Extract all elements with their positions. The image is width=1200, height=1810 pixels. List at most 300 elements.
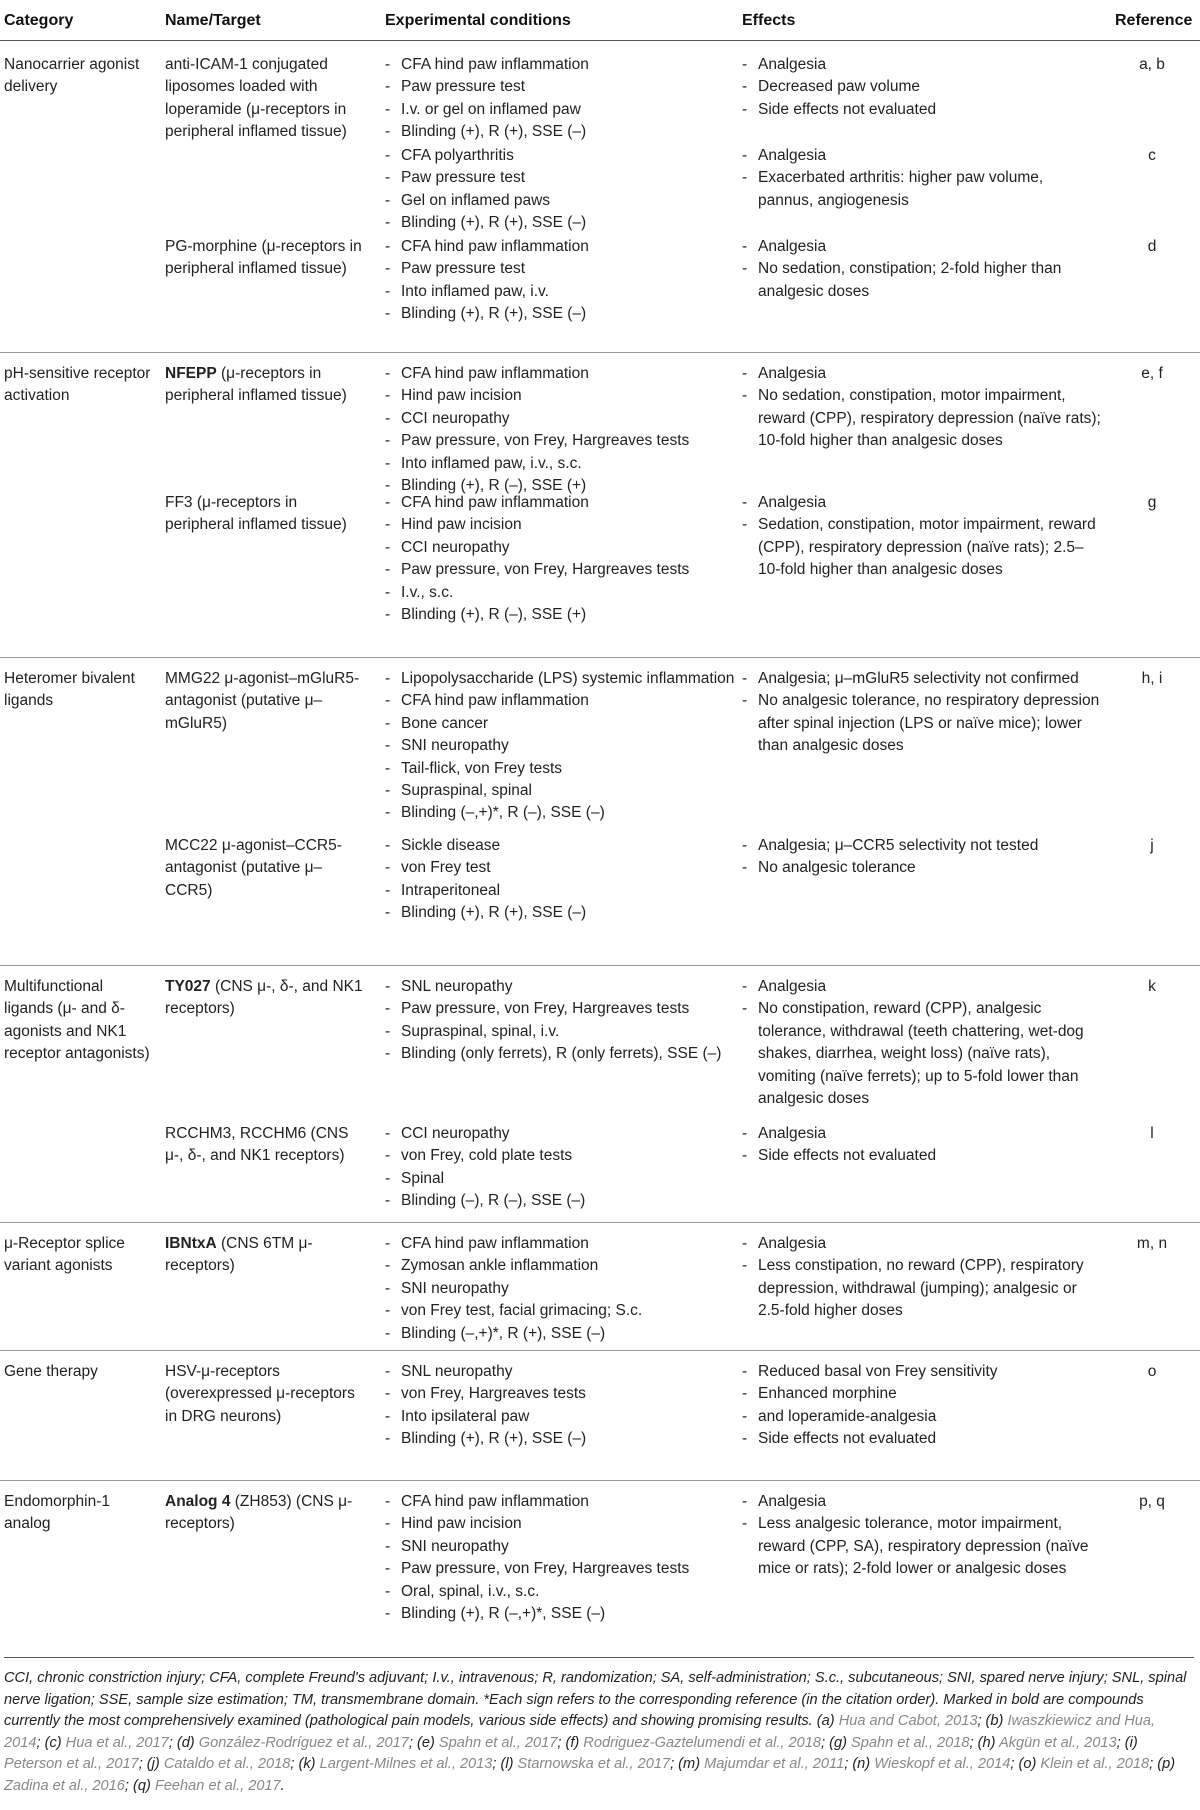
compound-name-bold: TY027 <box>165 978 211 995</box>
effect-item <box>742 76 1102 98</box>
bullet-dash: - <box>385 409 391 427</box>
condition-item <box>385 713 735 735</box>
effect-item <box>742 1255 1102 1322</box>
effects-cell <box>742 54 1102 121</box>
footnote-citation: Wieskopf et al., 2014 <box>874 1756 1011 1772</box>
condition-text: Hind paw incision <box>401 1515 522 1533</box>
condition-text: Blinding (only ferrets), R (only ferrets), SSE (–) <box>401 1045 722 1063</box>
footnote-ref-key: (d) <box>172 1734 199 1751</box>
condition-text: CFA hind paw inflammation <box>401 56 589 73</box>
effects-cell <box>742 492 1102 582</box>
condition-item <box>385 690 735 712</box>
condition-text: Blinding (+), R (–), SSE (+) <box>401 477 587 495</box>
condition-item <box>385 514 735 536</box>
name-target-text: (CNS 6TM μ-receptors) <box>165 1235 313 1275</box>
footnote-citation: Starnowska et al., 2017 <box>517 1756 671 1772</box>
header-effects: Effects <box>742 12 796 29</box>
footnote-citation: Spahn et al., 2017 <box>438 1734 558 1751</box>
bullet-dash: - <box>742 260 748 278</box>
bullet-dash: - <box>385 759 391 777</box>
bullet-dash: - <box>385 1147 391 1165</box>
table-header <box>0 0 1200 41</box>
name-target-cell <box>165 492 365 537</box>
condition-text: Blinding (+), R (–,+)*, SSE (–) <box>401 1605 606 1623</box>
condition-item <box>385 1323 735 1345</box>
condition-text: I.v., s.c. <box>401 583 454 601</box>
bullet-dash: - <box>385 56 391 73</box>
condition-text: Blinding (+), R (+), SSE (–) <box>401 214 587 232</box>
bullet-dash: - <box>385 432 391 450</box>
footnote-punct: ; <box>977 1713 982 1729</box>
condition-text: SNL neuropathy <box>401 1363 513 1380</box>
reference-cell: o <box>1147 1363 1157 1380</box>
bullet-dash: - <box>385 670 391 687</box>
bullet-dash: - <box>385 169 391 187</box>
category-cell: Endomorphin-1 analog <box>4 1493 110 1533</box>
reference-cell: h, i <box>1141 670 1163 687</box>
bullet-dash: - <box>385 494 391 511</box>
bullet-dash: - <box>385 305 391 323</box>
effect-item <box>742 1406 1102 1428</box>
footnote-citation: González-Rodríguez et al., 2017 <box>198 1734 409 1751</box>
condition-item <box>385 1233 735 1255</box>
footnote-citation: Feehan et al., 2017 <box>154 1777 281 1794</box>
effect-item <box>742 1145 1102 1167</box>
effect-text: Analgesia <box>758 494 827 511</box>
effect-text: Side effects not evaluated <box>758 1430 937 1448</box>
condition-text: Paw pressure test <box>401 169 526 187</box>
condition-item <box>385 780 735 802</box>
condition-item <box>385 880 735 902</box>
effects-cell <box>742 145 1102 212</box>
footnote-citation: Largent-Milnes et al., 2013 <box>319 1756 493 1772</box>
condition-item <box>385 735 735 757</box>
footnote-ref-key: (p) <box>1153 1756 1176 1772</box>
effect-text: No analgesic tolerance, no respiratory depression after spinal injection (LPS or naïve mice); lower than analgesic doses <box>758 692 1100 755</box>
footnote-punct: ; <box>168 1734 173 1751</box>
bullet-dash: - <box>385 238 391 255</box>
footnote-citation: Iwaszkiewicz and Hua, 2014 <box>4 1713 1156 1751</box>
conditions-cell <box>385 976 735 1066</box>
condition-text: Spinal <box>401 1169 445 1187</box>
footnote-punct: ; <box>557 1734 562 1751</box>
conditions-cell <box>385 835 735 925</box>
compound-name-bold: IBNtxA <box>165 1235 217 1252</box>
condition-item <box>385 857 735 879</box>
bullet-dash: - <box>742 1235 748 1252</box>
condition-item <box>385 281 735 303</box>
header-name-target: Name/Target <box>165 12 261 29</box>
condition-text: Blinding (–,+)*, R (–), SSE (–) <box>401 804 605 822</box>
effect-text: Analgesia <box>758 978 827 995</box>
condition-text: Into ipsilateral paw <box>401 1407 530 1425</box>
effect-item <box>742 835 1102 857</box>
effect-item <box>742 1123 1102 1145</box>
category-cell: Gene therapy <box>4 1363 98 1380</box>
footnote-punct: ; <box>969 1734 974 1751</box>
effects-cell <box>742 363 1102 453</box>
footnote-citation: Peterson et al., 2017 <box>4 1756 139 1772</box>
condition-text: Into inflamed paw, i.v. <box>401 282 549 300</box>
effect-text: Less constipation, no reward (CPP), respiratory depression, withdrawal (jumping); analgesic or 2.5-fold higher doses <box>758 1257 1084 1320</box>
reference-cell: j <box>1150 837 1154 854</box>
effect-text: Side effects not evaluated <box>758 100 937 118</box>
bullet-dash: - <box>385 978 391 995</box>
footnote-citation: Zadina et al., 2016 <box>4 1777 125 1794</box>
effects-cell <box>742 1233 1102 1323</box>
conditions-cell <box>385 145 735 235</box>
footnote-ref-key: (i) <box>1120 1734 1138 1751</box>
conditions-cell <box>385 1233 735 1345</box>
condition-text: SNL neuropathy <box>401 978 513 995</box>
footnote-punct: ; <box>290 1756 295 1772</box>
category-cell: μ-Receptor splice variant agonists <box>4 1235 125 1275</box>
bullet-dash: - <box>385 78 391 96</box>
effect-text: Less analgesic tolerance, motor impairment, reward (CPP, SA), respiratory depression (naïve mice or rats); 2-fold lower or analgesic doses <box>758 1515 1089 1578</box>
condition-item <box>385 1361 735 1383</box>
effect-item <box>742 1233 1102 1255</box>
bullet-dash: - <box>742 1125 748 1142</box>
bullet-dash: - <box>742 692 748 710</box>
table-row <box>0 352 1200 658</box>
condition-item <box>385 1168 735 1190</box>
condition-item <box>385 1428 735 1450</box>
condition-item <box>385 1300 735 1322</box>
effect-item <box>742 514 1102 581</box>
condition-item <box>385 167 735 189</box>
bullet-dash: - <box>385 837 391 854</box>
conditions-cell <box>385 1361 735 1451</box>
bullet-dash: - <box>385 1022 391 1040</box>
footnote-ref-key: (b) <box>981 1713 1008 1729</box>
footnote-punct: ; <box>670 1756 675 1772</box>
effects-cell <box>742 976 1102 1110</box>
condition-text: CFA hind paw inflammation <box>401 1235 589 1252</box>
bullet-dash: - <box>385 214 391 232</box>
condition-item <box>385 1558 735 1580</box>
effect-text: Analgesia <box>758 1235 827 1252</box>
bullet-dash: - <box>385 737 391 755</box>
header-reference: Reference <box>1115 12 1193 29</box>
effects-cell <box>742 236 1102 303</box>
condition-text: CFA hind paw inflammation <box>401 1493 589 1510</box>
effects-cell <box>742 668 1102 758</box>
condition-item <box>385 1145 735 1167</box>
condition-item <box>385 1603 735 1625</box>
condition-text: Paw pressure, von Frey, Hargreaves tests <box>401 561 690 579</box>
bullet-dash: - <box>385 904 391 922</box>
bullet-dash: - <box>385 1582 391 1600</box>
reference-cell: l <box>1150 1125 1154 1142</box>
condition-item <box>385 303 735 325</box>
name-target-cell <box>165 1233 365 1278</box>
conditions-cell <box>385 236 735 326</box>
effect-text: Sedation, constipation, motor impairment, reward (CPP), respiratory depression (naïve rats); 2.5–10-fold higher than analgesic doses <box>758 516 1096 579</box>
bullet-dash: - <box>742 56 748 73</box>
condition-text: CCI neuropathy <box>401 409 510 427</box>
name-target-text: (μ-receptors in peripheral inflamed tissue) <box>165 365 347 405</box>
footnote-punct: ; <box>124 1777 129 1794</box>
condition-text: SNI neuropathy <box>401 1537 509 1555</box>
effect-text: Analgesia <box>758 147 827 164</box>
name-target-cell <box>165 363 365 408</box>
condition-text: CFA hind paw inflammation <box>401 238 589 255</box>
footnote-punct: ; <box>1116 1734 1121 1751</box>
condition-item <box>385 190 735 212</box>
effect-text: No constipation, reward (CPP), analgesic tolerance, withdrawal (teeth chattering, wet-dog shakes, diarrhea, weight loss) (naïve rats), vomiting (naïve ferrets); up to 5-fold lower than analgesic doses <box>758 1000 1084 1108</box>
footnote-punct: ; <box>408 1734 413 1751</box>
reference-cell: k <box>1148 978 1156 995</box>
bullet-dash: - <box>742 147 748 164</box>
condition-item <box>385 363 735 385</box>
effect-text: Decreased paw volume <box>758 78 920 96</box>
bullet-dash: - <box>742 1147 748 1165</box>
bullet-dash: - <box>742 365 748 382</box>
effect-text: Analgesia <box>758 365 827 382</box>
name-target-cell <box>165 1491 365 1536</box>
footnote-punct: ; <box>1010 1756 1015 1772</box>
footnote-ref-key: (a) <box>816 1713 839 1729</box>
condition-item <box>385 802 735 824</box>
bullet-dash: - <box>385 714 391 732</box>
bullet-dash: - <box>385 782 391 800</box>
reference-cell: a, b <box>1139 56 1165 73</box>
bullet-dash: - <box>385 454 391 472</box>
table-row <box>0 54 1200 362</box>
reference-cell: c <box>1148 147 1156 164</box>
condition-text: Zymosan ankle inflammation <box>401 1257 599 1275</box>
condition-text: Sickle disease <box>401 837 501 854</box>
header-category: Category <box>4 12 74 29</box>
reference-cell: p, q <box>1139 1493 1165 1510</box>
conditions-cell <box>385 54 735 144</box>
effect-text: Exacerbated arthritis: higher paw volume, pannus, angiogenesis <box>758 169 1044 209</box>
effect-item <box>742 145 1102 167</box>
condition-text: von Frey test <box>401 859 491 877</box>
bullet-dash: - <box>385 859 391 877</box>
footnote-citation: Cataldo et al., 2018 <box>163 1756 291 1772</box>
bullet-dash: - <box>385 191 391 209</box>
effect-item <box>742 1383 1102 1405</box>
bullet-dash: - <box>385 692 391 710</box>
effect-text: No sedation, constipation; 2-fold higher than analgesic doses <box>758 260 1062 300</box>
condition-text: I.v. or gel on inflamed paw <box>401 100 581 118</box>
table-row <box>0 1480 1200 1641</box>
name-target-text: (CNS μ-, δ-, and NK1 receptors) <box>165 978 363 1018</box>
effect-text: No analgesic tolerance <box>758 859 916 877</box>
category-cell: Multifunctional ligands (μ- and δ-agonists and NK1 receptor antagonists) <box>4 978 150 1063</box>
bullet-dash: - <box>385 365 391 382</box>
footnote-citation: Hua et al., 2017 <box>65 1734 169 1751</box>
category-cell: Heteromer bivalent ligands <box>4 670 135 710</box>
bullet-dash: - <box>385 387 391 405</box>
effect-item <box>742 54 1102 76</box>
condition-item <box>385 236 735 258</box>
condition-item <box>385 145 735 167</box>
effects-cell <box>742 1361 1102 1451</box>
condition-item <box>385 1536 735 1558</box>
bullet-dash: - <box>742 169 748 187</box>
condition-item <box>385 408 735 430</box>
effect-item <box>742 668 1102 690</box>
condition-text: Supraspinal, spinal, i.v. <box>401 1022 560 1040</box>
footnote-text: CCI, chronic constriction injury; CFA, complete Freund's adjuvant; I.v., intravenous; R, randomization; SA, self-administration; S.c., subcutaneous; SNI, spared nerve injury; SNL, spinal nerve ligation; SSE, sample size estimation; TM, transmembrane domain. *Each sign refers to the corresponding reference (in the citation order). Marked in bold are compounds currently the most comprehensively examined (pathological pain models, various side effects) and showing promising results. <box>4 1670 1187 1729</box>
bullet-dash: - <box>385 477 391 495</box>
footnote-ref-key: (o) <box>1014 1756 1041 1772</box>
condition-item <box>385 1278 735 1300</box>
bullet-dash: - <box>742 1407 748 1425</box>
footnote-ref-key: (j) <box>142 1756 164 1772</box>
condition-text: CCI neuropathy <box>401 538 510 556</box>
bullet-dash: - <box>742 1493 748 1510</box>
bullet-dash: - <box>385 538 391 556</box>
effect-item <box>742 1491 1102 1513</box>
effect-item <box>742 1513 1102 1580</box>
bullet-dash: - <box>385 1302 391 1320</box>
bullet-dash: - <box>385 1235 391 1252</box>
bullet-dash: - <box>385 561 391 579</box>
footnote-citation: Klein et al., 2018 <box>1040 1756 1150 1772</box>
condition-item <box>385 998 735 1020</box>
name-target-cell <box>165 1123 365 1168</box>
condition-item <box>385 604 735 626</box>
effect-item <box>742 976 1102 998</box>
bullet-dash: - <box>385 260 391 278</box>
bullet-dash: - <box>385 100 391 118</box>
effects-cell <box>742 835 1102 880</box>
condition-text: CCI neuropathy <box>401 1125 510 1142</box>
effect-text: and loperamide-analgesia <box>758 1407 937 1425</box>
footnote-ref-key: (h) <box>973 1734 999 1751</box>
condition-item <box>385 1491 735 1513</box>
condition-text: Blinding (+), R (+), SSE (–) <box>401 904 587 922</box>
condition-item <box>385 1043 735 1065</box>
effect-item <box>742 363 1102 385</box>
condition-item <box>385 1513 735 1535</box>
condition-item <box>385 54 735 76</box>
effect-item <box>742 385 1102 452</box>
condition-text: Hind paw incision <box>401 516 522 534</box>
bullet-dash: - <box>742 1515 748 1533</box>
footnote-ref-key: (f) <box>561 1734 584 1751</box>
condition-item <box>385 668 735 690</box>
condition-item <box>385 758 735 780</box>
bullet-dash: - <box>385 606 391 624</box>
bullet-dash: - <box>385 123 391 141</box>
category-cell: Nanocarrier agonist delivery <box>4 56 140 96</box>
bullet-dash: - <box>385 1560 391 1578</box>
effect-item <box>742 236 1102 258</box>
condition-text: Tail-flick, von Frey tests <box>401 759 563 777</box>
condition-item <box>385 1190 735 1212</box>
bullet-dash: - <box>385 1493 391 1510</box>
effect-item <box>742 690 1102 757</box>
footnote-ref-key: (c) <box>40 1734 66 1751</box>
effect-text: Side effects not evaluated <box>758 1147 937 1165</box>
table-footnote <box>4 1657 1194 1797</box>
bullet-dash: - <box>742 516 748 534</box>
footnote-ref-key: (q) <box>128 1777 155 1794</box>
bullet-dash: - <box>385 516 391 534</box>
bullet-dash: - <box>742 978 748 995</box>
condition-text: von Frey test, facial grimacing; S.c. <box>401 1302 643 1320</box>
footnote-ref-key: (n) <box>848 1756 875 1772</box>
condition-item <box>385 121 735 143</box>
name-target-cell <box>165 976 365 1021</box>
bullet-dash: - <box>742 1430 748 1448</box>
condition-item <box>385 1581 735 1603</box>
conditions-cell <box>385 363 735 497</box>
condition-item <box>385 902 735 924</box>
condition-text: Oral, spinal, i.v., s.c. <box>401 1582 540 1600</box>
condition-item <box>385 559 735 581</box>
condition-text: Paw pressure, von Frey, Hargreaves tests <box>401 432 690 450</box>
condition-item <box>385 258 735 280</box>
reference-cell: m, n <box>1136 1235 1168 1252</box>
bullet-dash: - <box>742 1363 748 1380</box>
bullet-dash: - <box>385 147 391 164</box>
condition-text: Hind paw incision <box>401 387 522 405</box>
condition-text: Bone cancer <box>401 714 489 732</box>
condition-item <box>385 76 735 98</box>
condition-item <box>385 212 735 234</box>
condition-text: Blinding (+), R (+), SSE (–) <box>401 1430 587 1448</box>
name-target-text: FF3 (μ-receptors in peripheral inflamed tissue) <box>165 494 347 534</box>
bullet-dash: - <box>385 1125 391 1142</box>
bullet-dash: - <box>742 494 748 511</box>
footnote-citation: Akgün et al., 2013 <box>998 1734 1117 1751</box>
condition-text: Supraspinal, spinal <box>401 782 532 800</box>
bullet-dash: - <box>385 1363 391 1380</box>
bullet-dash: - <box>385 1045 391 1063</box>
condition-item <box>385 1406 735 1428</box>
bullet-dash: - <box>385 1515 391 1533</box>
header-experimental-conditions: Experimental conditions <box>385 12 571 29</box>
condition-item <box>385 99 735 121</box>
condition-text: Blinding (+), R (+), SSE (–) <box>401 123 587 141</box>
condition-item <box>385 1255 735 1277</box>
name-target-text: RCCHM3, RCCHM6 (CNS μ-, δ-, and NK1 receptors) <box>165 1125 349 1165</box>
bullet-dash: - <box>742 837 748 854</box>
bullet-dash: - <box>385 1385 391 1403</box>
effect-item <box>742 1428 1102 1450</box>
bullet-dash: - <box>385 804 391 822</box>
conditions-cell <box>385 1491 735 1625</box>
bullet-dash: - <box>385 1169 391 1187</box>
bullet-dash: - <box>385 1407 391 1425</box>
footnote-citation: Hua and Cabot, 2013 <box>838 1713 978 1729</box>
name-target-text: HSV-μ-receptors (overexpressed μ-receptors in DRG neurons) <box>165 1363 355 1425</box>
bullet-dash: - <box>742 387 748 405</box>
condition-text: Blinding (–), R (–), SSE (–) <box>401 1192 586 1210</box>
table-row <box>0 1350 1200 1481</box>
table-row <box>0 965 1200 1223</box>
condition-text: Blinding (–,+)*, R (+), SSE (–) <box>401 1324 606 1342</box>
effect-text: No sedation, constipation, motor impairment, reward (CPP), respiratory depression (naïve rats); 10-fold higher than analgesic doses <box>758 387 1101 450</box>
effects-cell <box>742 1123 1102 1168</box>
condition-item <box>385 385 735 407</box>
name-target-cell <box>165 54 365 144</box>
footnote-punct: ; <box>492 1756 497 1772</box>
condition-text: Into inflamed paw, i.v., s.c. <box>401 454 582 472</box>
table-row <box>0 657 1200 966</box>
bullet-dash: - <box>742 78 748 96</box>
effect-item <box>742 99 1102 121</box>
bullet-dash: - <box>385 1537 391 1555</box>
bullet-dash: - <box>385 583 391 601</box>
condition-item <box>385 835 735 857</box>
footnote-punct: ; <box>36 1734 41 1751</box>
